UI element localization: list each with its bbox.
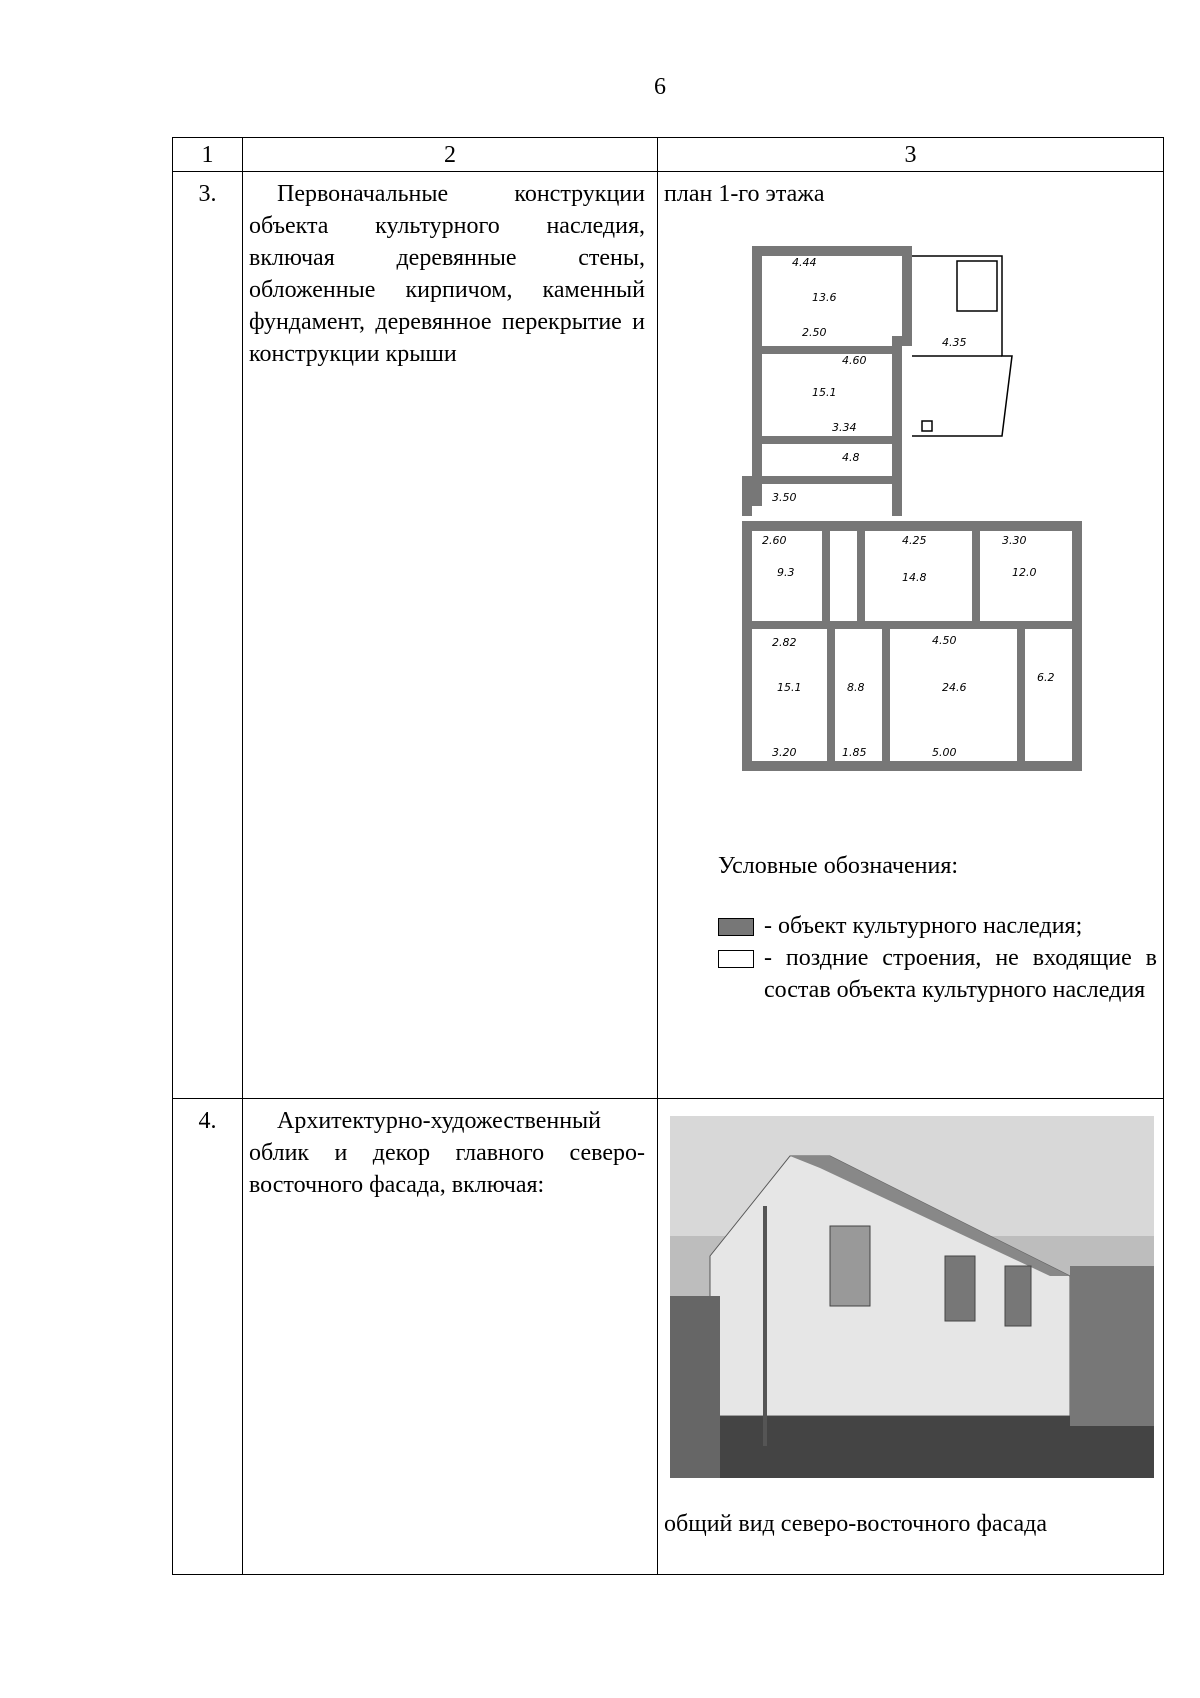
row-number: 4. <box>173 1099 243 1575</box>
dim-label: 4.25 <box>902 534 927 547</box>
room-label: 13.6 <box>812 291 837 304</box>
plan-title: план 1-го этажа <box>664 181 825 207</box>
row-description <box>243 172 658 1099</box>
photo-caption: общий вид северо-восточного фасада <box>664 1511 1047 1537</box>
floor-plan-drawing <box>702 236 1092 796</box>
photo-cell <box>658 1099 1164 1575</box>
legend-item-heritage <box>718 910 1157 942</box>
later-building-swatch-icon <box>718 950 754 968</box>
dim-label: 2.60 <box>762 534 787 547</box>
row-number: 3. <box>173 172 243 1099</box>
room-label: 15.1 <box>812 386 837 399</box>
dim-label: 2.82 <box>772 636 797 649</box>
facade-photo <box>670 1116 1154 1478</box>
room-label: 12.0 <box>1012 566 1037 579</box>
header-col-2: 2 <box>243 138 658 172</box>
room-label: 15.1 <box>777 681 802 694</box>
room-label: 6.2 <box>1037 671 1055 684</box>
header-col-3: 3 <box>658 138 1164 172</box>
legend-text: - объект культурного наследия; <box>764 913 1083 939</box>
room-label: 14.8 <box>902 571 927 584</box>
dim-label: 3.30 <box>1002 534 1027 547</box>
legend-text: - поздние строения, не входящие в состав объекта культурного наследия <box>764 945 1157 1003</box>
room-label: 8.8 <box>847 681 865 694</box>
page-number: 6 <box>654 74 666 100</box>
heritage-table <box>172 137 1164 1575</box>
table-row <box>173 172 1164 1099</box>
dim-label: 1.85 <box>842 746 867 759</box>
room-label: 24.6 <box>942 681 967 694</box>
legend-title: Условные обозначения: <box>718 853 959 879</box>
table-header-row <box>173 138 1164 172</box>
table-row <box>173 1099 1164 1575</box>
dim-label: 4.60 <box>842 354 867 367</box>
dim-label: 4.44 <box>792 256 817 269</box>
heritage-swatch-icon <box>718 918 754 936</box>
dim-label: 3.34 <box>832 421 857 434</box>
description-text: Первоначальные конструкции объекта культурного наследия, включая деревянные стены, обложенные кирпичом, каменный фундамент, деревянное перекрытие и конструкции крыши <box>249 181 645 367</box>
dim-label: 5.00 <box>932 746 957 759</box>
dim-label: 4.50 <box>932 634 957 647</box>
dim-label: 2.50 <box>802 326 827 339</box>
plan-cell <box>658 172 1164 1099</box>
dim-label: 4.35 <box>942 336 967 349</box>
row-description <box>243 1099 658 1575</box>
room-label: 9.3 <box>777 566 795 579</box>
legend <box>718 850 1157 1006</box>
header-col-1: 1 <box>173 138 243 172</box>
room-label: 3.50 <box>772 491 797 504</box>
dim-label: 3.20 <box>772 746 797 759</box>
description-text: Архитектурно-художественный облик и декор главного северо-восточного фасада, включая: <box>249 1108 645 1198</box>
room-label: 4.8 <box>842 451 860 464</box>
legend-item-later <box>718 942 1157 1006</box>
